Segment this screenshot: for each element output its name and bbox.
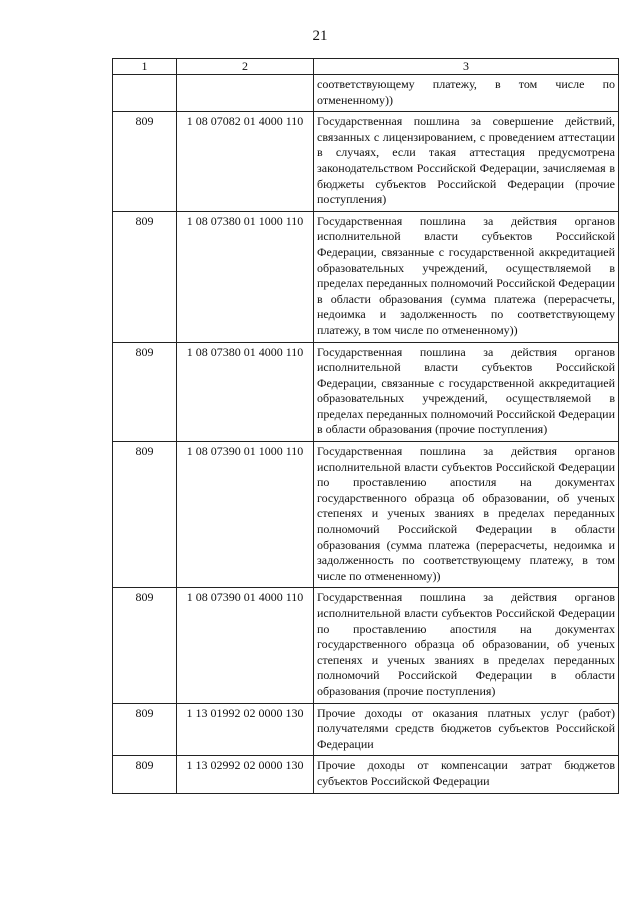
kbk-code-cell: 1 13 01992 02 0000 130 [177, 703, 314, 756]
admin-code-cell: 809 [113, 756, 177, 793]
admin-code-cell: 809 [113, 703, 177, 756]
description-cell: Прочие доходы от оказания платных услуг (работ) получателями средств бюджетов субъектов Российской Федерации [314, 703, 619, 756]
kbk-code-cell: 1 08 07380 01 1000 110 [177, 211, 314, 342]
admin-code-cell: 809 [113, 211, 177, 342]
kbk-code-cell: 1 08 07380 01 4000 110 [177, 342, 314, 442]
table-row [113, 342, 619, 442]
admin-code-cell [113, 75, 177, 112]
table-row [113, 75, 619, 112]
column-header-2: 2 [177, 59, 314, 75]
kbk-code-cell [177, 75, 314, 112]
table-header [113, 59, 619, 75]
description-cell: Государственная пошлина за действия органов исполнительной власти субъектов Российской Федерации по проставлению апостиля на документах государственного образца об образовании, об ученых степенях и ученых званиях в пределах переданных полномочий Российской Федерации в области образования (сумма платежа (перерасчеты, недоимка и задолженность по соответствующему платежу, в том числе по отмененному)) [314, 442, 619, 588]
table-body [113, 75, 619, 794]
description-cell: Государственная пошлина за действия органов исполнительной власти субъектов Российской Федерации, связанные с государственной аккредитацией образовательных учреждений, осуществляемой в пределах переданных полномочий Российской Федерации в области образования (сумма платежа (перерасчеты, недоимка и задолженность по соответствующему платежу, в том числе по отмененному)) [314, 211, 619, 342]
table-row [113, 703, 619, 756]
description-cell: Государственная пошлина за действия органов исполнительной власти субъектов Российской Федерации по проставлению апостиля на документах государственного образца об образовании, об ученых степенях и ученых званиях в пределах переданных полномочий Российской Федерации в области образования (прочие поступления) [314, 588, 619, 703]
table-row [113, 588, 619, 703]
page-number: 21 [312, 28, 328, 44]
column-header-3: 3 [314, 59, 619, 75]
table-row [113, 211, 619, 342]
revenue-codes-table [112, 58, 619, 794]
description-cell: Государственная пошлина за действия органов исполнительной власти субъектов Российской Федерации, связанные с государственной аккредитацией образовательных учреждений, осуществляемой в пределах переданных полномочий Российской Федерации в области образования (прочие поступления) [314, 342, 619, 442]
admin-code-cell: 809 [113, 342, 177, 442]
column-header-1: 1 [113, 59, 177, 75]
table-row [113, 442, 619, 588]
kbk-code-cell: 1 08 07390 01 1000 110 [177, 442, 314, 588]
description-cell: соответствующему платежу, в том числе по отмененному)) [314, 75, 619, 112]
description-cell: Государственная пошлина за совершение действий, связанных с лицензированием, с проведением аттестации в случаях, если такая аттестация предусмотрена законодательством Российской Федерации, зачисляемая в бюджеты субъектов Российской Федерации (прочие поступления) [314, 112, 619, 212]
admin-code-cell: 809 [113, 588, 177, 703]
table-row [113, 756, 619, 793]
admin-code-cell: 809 [113, 112, 177, 212]
admin-code-cell: 809 [113, 442, 177, 588]
table-header-row [113, 59, 619, 75]
kbk-code-cell: 1 08 07390 01 4000 110 [177, 588, 314, 703]
kbk-code-cell: 1 13 02992 02 0000 130 [177, 756, 314, 793]
kbk-code-cell: 1 08 07082 01 4000 110 [177, 112, 314, 212]
table-row [113, 112, 619, 212]
description-cell: Прочие доходы от компенсации затрат бюджетов субъектов Российской Федерации [314, 756, 619, 793]
